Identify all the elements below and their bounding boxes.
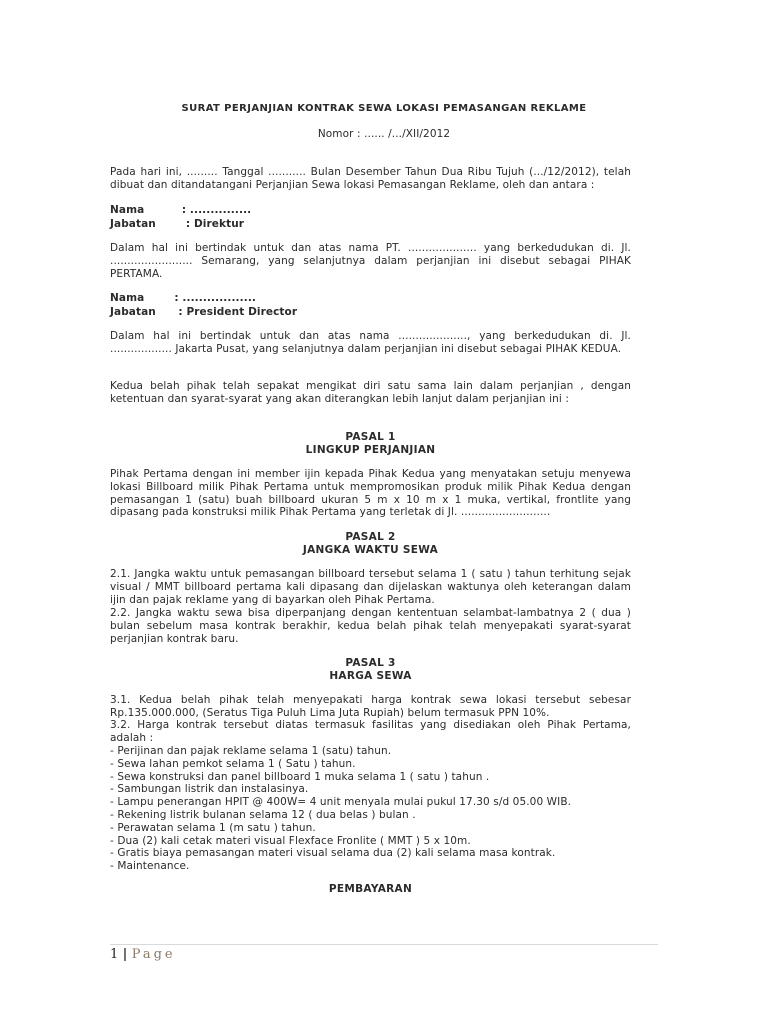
list-item: - Perawatan selama 1 (m satu ) tahun. [110, 821, 316, 834]
pasal2-clause-2: 2.2. Jangka waktu sewa bisa diperpanjang dengan kententuan selambat-lambatnya 2 ( dua ) bulan sebelum masa kontrak berakhir, kedua belah pihak telah menyepakati syarat-syarat perjanjian kontrak baru. [110, 607, 631, 645]
list-item: - Sambungan listrik dan instalasinya. [110, 783, 309, 796]
pasal3-title: HARGA SEWA [329, 670, 412, 682]
page-label: Page [131, 947, 176, 962]
pasal2-clause-1: 2.1. Jangka waktu untuk pemasangan billboard tersebut selama 1 ( satu ) tahun terhitung sejak visual / MMT billboard pertama kali dipasang dan dijelaskan waktunya oleh keterangan dalam ijin dan pajak reklame yang di bayarkan oleh Pihak Pertama. [110, 568, 631, 606]
pasal3-clause-2: 3.2. Harga kontrak tersebut diatas termasuk fasilitas yang disediakan oleh Pihak Pertama, adalah : [110, 719, 631, 744]
list-item: - Maintenance. [110, 860, 190, 873]
intro-paragraph: Pada hari ini, ......... Tanggal ........... Bulan Desember Tahun Dua Ribu Tujuh (.../12/2012), telah dibuat dan ditandatangani Perjanjian Sewa lokasi Pemasangan Reklame, oleh dan antara : [110, 166, 631, 191]
list-item: - Perijinan dan pajak reklame selama 1 (satu) tahun. [110, 745, 392, 757]
agreement-paragraph: Kedua belah pihak telah sepakat mengikat diri satu sama lain dalam perjanjian , dengan ketentuan dan syarat-syarat yang akan diterangkan lebih lanjut dalam perjanjian ini : [110, 380, 631, 405]
pihak1-identity [110, 204, 251, 231]
pihak2-jabatan: Jabatan : President Director [110, 305, 298, 318]
pihak2-description: Dalam hal ini bertindak untuk dan atas nama ...................., yang berkedudukan di. Jl. .................. Jakarta Pusat, yang selanjutnya dalam perjanjian ini disebut sebagai PIHAK KEDUA. [110, 330, 631, 355]
pasal3-heading [110, 657, 631, 683]
pasal1-number: PASAL 1 [345, 431, 396, 443]
pasal1-heading [110, 431, 631, 457]
pihak2-identity [110, 292, 297, 319]
list-item: - Lampu penerangan HPIT @ 400W= 4 unit menyala mulai pukul 17.30 s/d 05.00 WIB. [110, 796, 572, 809]
pembayaran-heading: PEMBAYARAN [328, 883, 413, 895]
pasal2-title: JANGKA WAKTU SEWA [302, 544, 439, 556]
page-number: 1 [110, 947, 119, 962]
facility-list [110, 745, 631, 873]
list-item: - Rekening listrik bulanan selama 12 ( dua belas ) bulan . [110, 808, 416, 821]
list-item: - Gratis biaya pemasangan materi visual selama dua (2) kali selama masa kontrak. [110, 847, 556, 860]
pasal1-body: Pihak Pertama dengan ini member ijin kepada Pihak Kedua yang menyatakan setuju menyewa lokasi Billboard milik Pihak Pertama untuk mempromosikan produk milik Pihak Kedua dengan pemasangan 1 (satu) buah billboard ukuran 5 m x 10 m x 1 muka, vertikal, frontlite yang dipasang pada konstruksi milik Pihak Pertama yang terletak di Jl. .......................... [110, 468, 631, 519]
list-item: - Sewa lahan pemkot selama 1 ( Satu ) tahun. [110, 757, 356, 770]
document-title: SURAT PERJANJIAN KONTRAK SEWA LOKASI PEMASANGAN REKLAME [181, 103, 587, 114]
pihak1-jabatan: Jabatan : Direktur [110, 217, 245, 230]
list-item: - Sewa konstruksi dan panel billboard 1 muka selama 1 ( satu ) tahun . [110, 770, 490, 783]
pasal2-number: PASAL 2 [345, 531, 396, 543]
footer-separator: | [122, 947, 128, 962]
pihak1-description: Dalam hal ini bertindak untuk dan atas nama PT. .................... yang berkedudukan di. Jl. ........................ Semarang, yang selanjutnya dalam perjanjian ini disebut sebagai PIHAK PERTAMA. [110, 242, 631, 280]
pihak2-nama: Nama : .................. [110, 292, 256, 304]
pasal2-heading [110, 531, 631, 557]
pasal3-number: PASAL 3 [345, 657, 396, 669]
pasal1-title: LINGKUP PERJANJIAN [305, 444, 436, 456]
document-number: Nomor : ...... /.../XII/2012 [317, 128, 451, 140]
page-footer [110, 947, 176, 962]
document-page [110, 0, 658, 1024]
list-item: - Dua (2) kali cetak materi visual Flexface Fronlite ( MMT ) 5 x 10m. [110, 834, 471, 847]
pihak1-nama: Nama : ............... [110, 204, 252, 216]
footer-divider [110, 944, 658, 945]
pasal3-clause-1: 3.1. Kedua belah pihak telah menyepakati harga kontrak sewa lokasi tersebut sebesar Rp.135.000.000, (Seratus Tiga Puluh Lima Juta Rupiah) belum termasuk PPN 10%. [110, 694, 631, 719]
